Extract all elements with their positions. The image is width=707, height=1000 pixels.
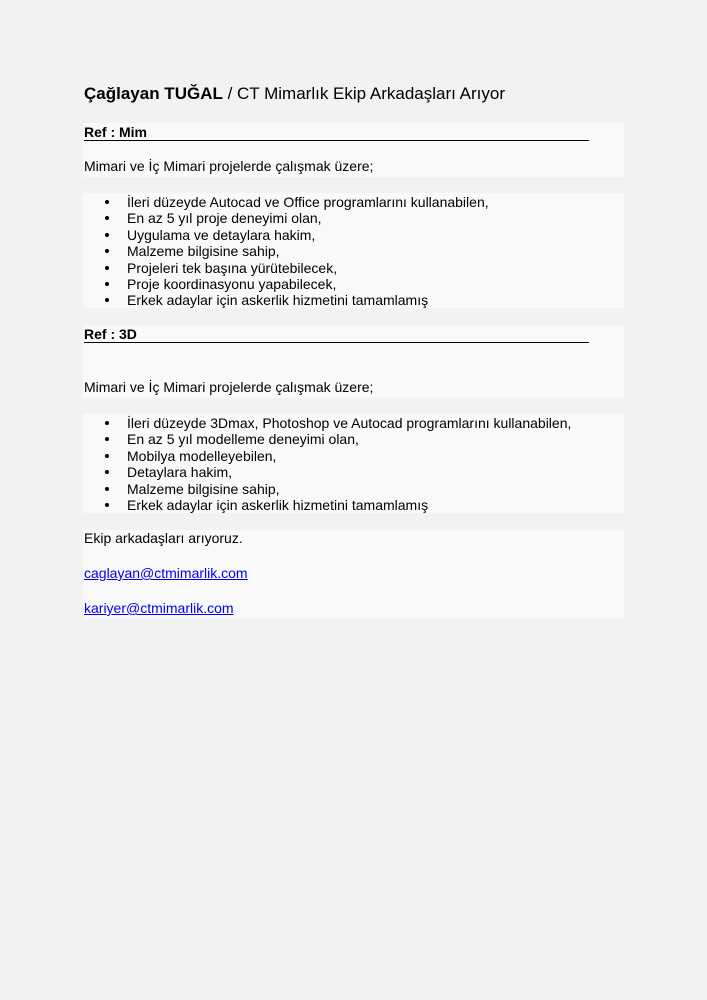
bullet-icon xyxy=(105,421,109,425)
list-item: Malzeme bilgisine sahip, xyxy=(84,481,571,497)
list-item: Mobilya modelleyebilen, xyxy=(84,448,571,464)
email-link-caglayan[interactable]: caglayan@ctmimarlik.com xyxy=(84,565,248,581)
section-2-intro: Mimari ve İç Mimari projelerde çalışmak üzere; xyxy=(84,379,374,395)
email-line-2 xyxy=(84,600,234,617)
list-item: Detaylara hakim, xyxy=(84,464,571,480)
page-title xyxy=(84,84,505,104)
bullet-icon xyxy=(105,266,109,270)
list-item: En az 5 yıl modelleme deneyimi olan, xyxy=(84,431,571,447)
bullet-icon xyxy=(105,249,109,253)
ref-heading-3d: Ref : 3D xyxy=(84,326,589,343)
section-1-intro: Mimari ve İç Mimari projelerde çalışmak üzere; xyxy=(84,158,374,174)
bullet-icon xyxy=(105,470,109,474)
bullet-icon xyxy=(105,487,109,491)
bullet-icon xyxy=(105,454,109,458)
bullet-icon xyxy=(105,233,109,237)
list-item: Erkek adaylar için askerlik hizmetini tamamlamış xyxy=(84,292,489,308)
bullet-icon xyxy=(105,503,109,507)
bullet-icon xyxy=(105,298,109,302)
section-2-requirements xyxy=(84,415,571,513)
author-name: Çağlayan TUĞAL xyxy=(84,84,223,103)
bullet-icon xyxy=(105,216,109,220)
bullet-icon xyxy=(105,200,109,204)
list-item: Projeleri tek başına yürütebilecek, xyxy=(84,260,489,276)
ref-heading-mim: Ref : Mim xyxy=(84,124,589,141)
bullet-icon xyxy=(105,282,109,286)
list-item: İleri düzeyde 3Dmax, Photoshop ve Autocad programlarını kullanabilen, xyxy=(84,415,571,431)
bullet-icon xyxy=(105,437,109,441)
title-text: / CT Mimarlık Ekip Arkadaşları Arıyor xyxy=(222,84,506,103)
list-item: İleri düzeyde Autocad ve Office programlarını kullanabilen, xyxy=(84,194,489,210)
list-item: Proje koordinasyonu yapabilecek, xyxy=(84,276,489,292)
closing-text: Ekip arkadaşları arıyoruz. xyxy=(84,530,243,546)
list-item: Erkek adaylar için askerlik hizmetini tamamlamış xyxy=(84,497,571,513)
section-1-requirements xyxy=(84,194,489,309)
list-item: En az 5 yıl proje deneyimi olan, xyxy=(84,210,489,226)
list-item: Malzeme bilgisine sahip, xyxy=(84,243,489,259)
email-line-1 xyxy=(84,565,248,582)
list-item: Uygulama ve detaylara hakim, xyxy=(84,227,489,243)
email-link-kariyer[interactable]: kariyer@ctmimarlik.com xyxy=(84,600,234,616)
